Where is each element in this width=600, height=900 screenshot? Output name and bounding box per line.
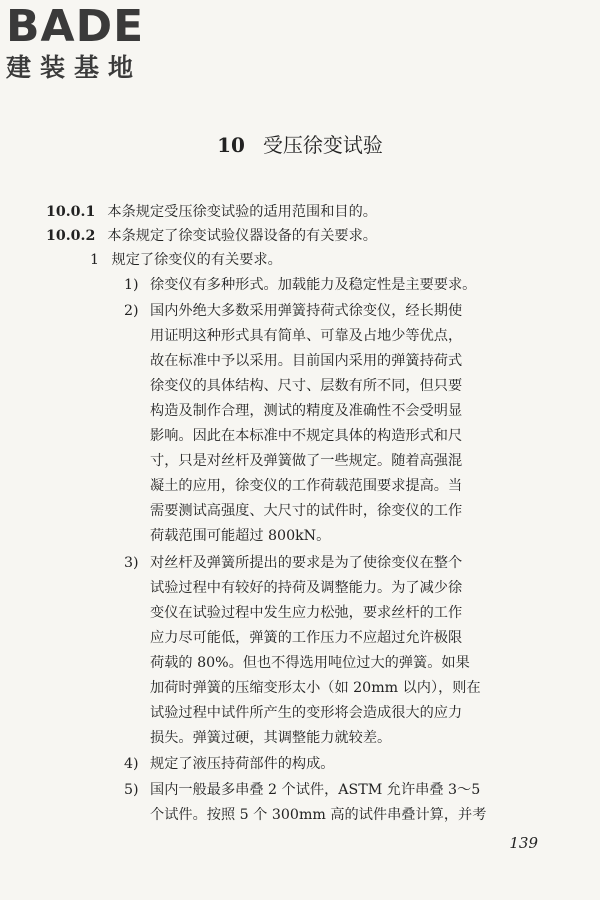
- body-line: 构造及制作合理，测试的精度及准确性不会受明显: [150, 403, 463, 419]
- body-line: 徐变仪有多种形式。加载能力及稳定性是主要要求。: [150, 277, 477, 293]
- clause-10-0-1: [46, 202, 377, 222]
- body-line: 荷载范围可能超过 800kN。: [150, 528, 331, 544]
- body-line: 加荷时弹簧的压缩变形太小（如 20mm 以内），则在: [150, 680, 481, 696]
- body-line: 变仪在试验过程中发生应力松弛，要求丝杆的工作: [150, 605, 463, 621]
- body-line: 影响。因此在本标准中不规定具体的构造形式和尺: [150, 428, 463, 444]
- clause-text: 本条规定受压徐变试验的适用范围和目的。: [107, 204, 377, 220]
- item-text: 规定了徐变仪的有关要求。: [111, 252, 282, 268]
- item-number: 1: [90, 252, 100, 268]
- chapter-title: [0, 132, 600, 158]
- body-line: 荷载的 80%。但也不得选用吨位过大的弹簧。如果: [150, 655, 470, 671]
- sub-item-number: 3): [124, 555, 139, 571]
- body-line: 凝土的应用，徐变仪的工作荷载范围要求提高。当: [150, 478, 463, 494]
- body-line: 应力尽可能低，弹簧的工作压力不应超过允许极限: [150, 630, 463, 646]
- body-line: 损失。弹簧过硬，其调整能力就较差。: [150, 730, 392, 746]
- chapter-number: 10: [217, 133, 245, 157]
- clause-number: 10.0.1: [46, 204, 96, 220]
- body-line: 个试件。按照 5 个 300mm 高的试件串叠计算，并考: [150, 807, 487, 823]
- body-line: 徐变仪的具体结构、尺寸、层数有所不同，但只要: [150, 378, 463, 394]
- body-line: 用证明这种形式具有简单、可靠及占地少等优点，: [150, 328, 463, 344]
- body-line: 对丝杆及弹簧所提出的要求是为了使徐变仪在整个: [150, 555, 463, 571]
- body-line: 国内外绝大多数采用弹簧持荷式徐变仪，经长期使: [150, 303, 463, 319]
- chapter-title-text: 受压徐变试验: [262, 133, 383, 157]
- body-line: 试验过程中试件所产生的变形将会造成很大的应力: [150, 705, 463, 721]
- page-number: 139: [509, 834, 538, 852]
- body-line: 试验过程中有较好的持荷及调整能力。为了减少徐: [150, 580, 463, 596]
- logo-main: BADE: [6, 1, 145, 52]
- body-line: 寸，只是对丝杆及弹簧做了一些规定。随着高强混: [150, 453, 463, 469]
- clause-text: 本条规定了徐变试验仪器设备的有关要求。: [107, 228, 377, 244]
- logo: [6, 1, 145, 82]
- sub-item-number: 1): [124, 277, 139, 293]
- body-line: 需要测试高强度、大尺寸的试件时，徐变仪的工作: [150, 503, 463, 519]
- item-1: [90, 250, 282, 270]
- clause-number: 10.0.2: [46, 228, 96, 244]
- body-line: 规定了液压持荷部件的构成。: [150, 756, 335, 772]
- sub-item-number: 5): [124, 782, 139, 798]
- body-line: 故在标准中予以采用。目前国内采用的弹簧持荷式: [150, 353, 463, 369]
- logo-sub: 建装基地: [6, 53, 143, 82]
- sub-item-number: 4): [124, 756, 139, 772]
- sub-item-number: 2): [124, 303, 139, 319]
- clause-10-0-2: [46, 226, 377, 246]
- body-line: 国内一般最多串叠 2 个试件，ASTM 允许串叠 3～5: [150, 782, 481, 798]
